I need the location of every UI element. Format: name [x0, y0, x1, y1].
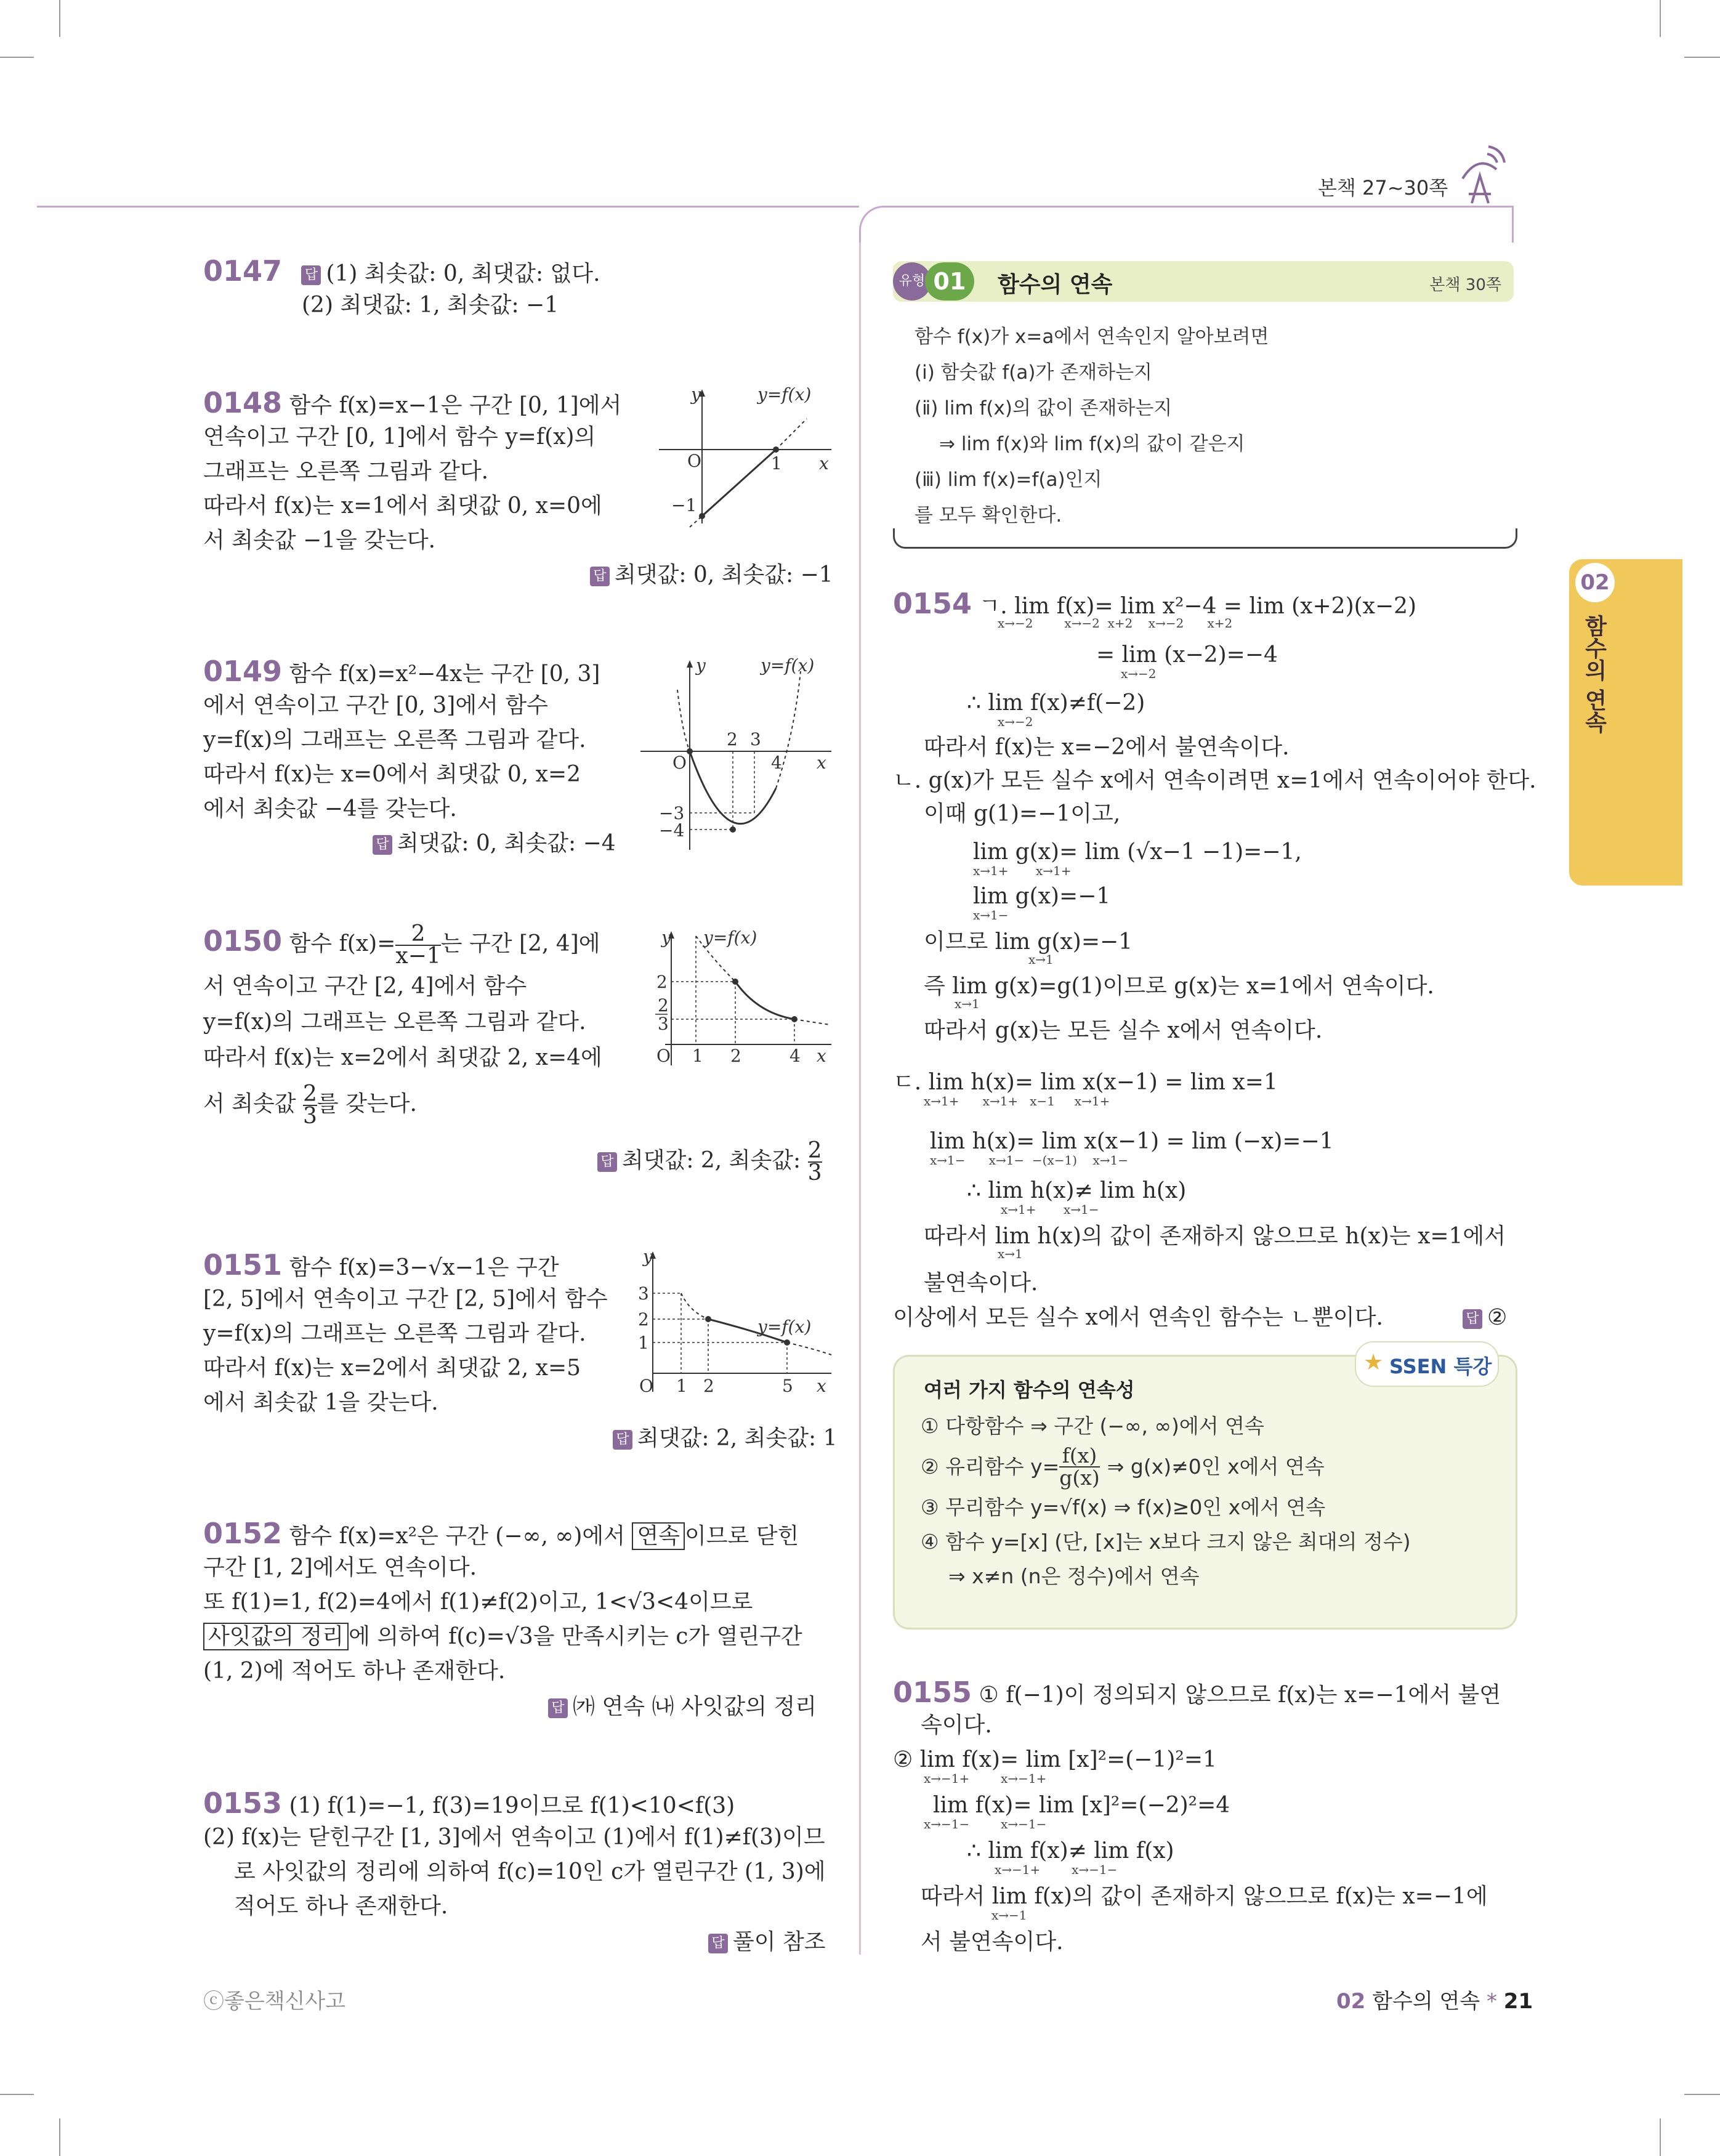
text-span: ② 유리함수 y= [921, 1455, 1060, 1479]
problem-0147 [203, 254, 600, 291]
axis-x-label: x [817, 1376, 826, 1396]
text-line: 서 최솟값 −1을 갖는다. [203, 528, 436, 553]
type-line: (ⅰ) 함숫값 f(a)가 존재하는지 [915, 361, 1152, 384]
tick-label: 3 [638, 1283, 649, 1304]
footer-chapter-title: 함수의 연속 [1372, 1989, 1480, 2014]
curve-label: y=f(x) [757, 384, 812, 405]
answer-icon: 답 [590, 567, 610, 586]
text-line: 따라서 lim f(x)의 값이 존재하지 않으므로 f(x)는 x=−1에 [921, 1884, 1488, 1909]
text-line: 따라서 f(x)는 x=1에서 최댓값 0, x=0에 [203, 493, 602, 519]
tick-label: −1 [671, 495, 697, 515]
problem-0152 [203, 1516, 799, 1554]
tick-label: 2 [727, 729, 738, 749]
text-line: 서 불연속이다. [921, 1929, 1064, 1955]
problem-0151 [203, 1248, 559, 1285]
limit-subscript: x→−2 [1121, 666, 1157, 681]
text-span: 함수 f(x)= [289, 931, 396, 956]
page-footer [1336, 1984, 1533, 2014]
text-line: 따라서 f(x)는 x=2에서 최댓값 2, x=5 [203, 1355, 581, 1381]
tip-title: 여러 가지 함수의 연속성 [924, 1378, 1135, 1402]
text-line: 서 연속이고 구간 [2, 4]에서 함수 [203, 974, 527, 999]
ssen-brand-badge [1355, 1341, 1499, 1387]
text-line: 그래프는 오른쪽 그림과 같다. [203, 459, 489, 484]
tick-label: 3 [750, 729, 761, 749]
tip-item: ⇒ x≠n (n은 정수)에서 연속 [948, 1564, 1200, 1588]
type-line: (ⅲ) lim f(x)=f(a)인지 [915, 469, 1102, 491]
math-line: lim h(x)= lim x(x−1) = lim (−x)=−1 [930, 1129, 1334, 1154]
math-line: ∴ lim h(x)≠ lim h(x) [967, 1178, 1187, 1203]
answer-icon: 답 [708, 1934, 728, 1953]
graph-0148 [653, 382, 838, 530]
text-line [203, 1620, 802, 1654]
tip-item: ① 다항함수 ⇒ 구간 (−∞, ∞)에서 연속 [921, 1414, 1264, 1438]
text-span: 이므로 닫힌 [685, 1524, 799, 1549]
fraction-denominator: g(x) [1059, 1466, 1100, 1490]
origin-label: O [639, 1376, 653, 1396]
text-line: 또 f(1)=1, f(2)=4에서 f(1)≠f(2)이고, 1<√3<4이므로 [203, 1589, 753, 1615]
tick-label: 1 [771, 453, 782, 474]
limit-subscript: x→1 [998, 1246, 1023, 1261]
limit-subscript: x→1− [973, 908, 1009, 923]
tick-label: 2 [730, 1046, 741, 1066]
crop-mark [1684, 57, 1720, 58]
problem-number: 0153 [203, 1787, 283, 1820]
math-line: ㄱ. lim f(x)= lim x²−4 = lim (x+2)(x−2) [979, 594, 1417, 619]
tick-label: 4 [789, 1046, 801, 1066]
answer-icon: 답 [597, 1152, 617, 1172]
text-line: 속이다. [921, 1713, 992, 1738]
crop-mark [59, 0, 60, 37]
text-line: 따라서 lim h(x)의 값이 존재하지 않으므로 h(x)는 x=1에서 [924, 1224, 1506, 1249]
axis-x-label: x [817, 753, 826, 773]
origin-label: O [687, 451, 701, 471]
tick-label: 2 [656, 972, 668, 992]
text-line: 따라서 f(x)는 x=2에서 최댓값 2, x=4에 [203, 1045, 602, 1070]
text-line: 이상에서 모든 실수 x에서 연속인 함수는 ㄴ뿐이다. [893, 1305, 1383, 1330]
limit-subscript: x→1+ x→1+ [973, 863, 1072, 878]
text-line: 함수 f(x)=3−√x−1은 구간 [289, 1255, 559, 1280]
answer-text: 최댓값: 0, 최솟값: −1 [615, 562, 833, 587]
limit-subscript: x→1+ x→1− [1001, 1202, 1099, 1217]
tip-item: ④ 함수 y=[x] (단, [x]는 x보다 크지 않은 최대의 정수) [921, 1530, 1411, 1554]
axis-y-label: y [643, 1246, 653, 1267]
text-line: 구간 [1, 2]에서도 연속이다. [203, 1555, 477, 1580]
axis-y-label: y [661, 927, 671, 948]
answer-icon: 답 [1463, 1309, 1482, 1329]
tick-label: 4 [771, 753, 782, 773]
type-badge: 유형 [893, 262, 931, 301]
answer-line [597, 1138, 822, 1185]
problem-number: 0155 [893, 1676, 972, 1709]
answer-text: 최댓값: 0, 최솟값: −4 [397, 831, 616, 856]
math-line: lim g(x)=−1 [973, 884, 1111, 909]
origin-label: O [656, 1046, 671, 1066]
tip-item: ③ 무리함수 y=√f(x) ⇒ f(x)≥0인 x에서 연속 [921, 1495, 1326, 1519]
tick-label: 1 [638, 1333, 649, 1353]
text-span: 함수 f(x)=x²은 구간 (−∞, ∞)에서 [289, 1524, 632, 1549]
text-span: 서 최솟값 [203, 1091, 303, 1116]
tick-label: 5 [782, 1376, 793, 1396]
curve-label: y=f(x) [761, 655, 815, 676]
side-tab-number: 02 [1575, 563, 1615, 602]
tip-item [921, 1443, 1411, 1490]
fraction-numerator: 2 [807, 1138, 822, 1163]
limit-subscript: x→1− x→1− −(x−1) x→1− [930, 1153, 1128, 1168]
text-line: (1) f(1)=−1, f(3)=19이므로 f(1)<10<f(3) [289, 1793, 735, 1819]
curve-label: y=f(x) [703, 927, 757, 948]
problem-number: 0147 [203, 254, 283, 288]
star-icon: ★ [1363, 1350, 1384, 1375]
text-line: 함수 f(x)=x²−4x는 구간 [0, 3] [289, 661, 600, 687]
text-line: 따라서 f(x)는 x=0에서 최댓값 0, x=2 [203, 762, 581, 787]
problem-0153 [203, 1786, 735, 1823]
limit-subscript: x→−1− x→−1− [924, 1817, 1047, 1831]
axis-y-label: y [696, 655, 706, 676]
math-line: 이므로 lim g(x)=−1 [924, 929, 1133, 955]
origin-label: O [672, 753, 687, 773]
text-line: 따라서 f(x)는 x=−2에서 불연속이다. [924, 735, 1290, 760]
answer-icon: 답 [301, 265, 321, 285]
header-rule-curve [859, 206, 899, 244]
page-reference: 본책 27~30쪽 [1318, 176, 1448, 200]
problem-number: 0149 [203, 655, 283, 688]
problem-0149 [203, 654, 600, 692]
problem-0150 [203, 921, 600, 969]
problem-0148 [203, 386, 621, 423]
text-line: y=f(x)의 그래프는 오른쪽 그림과 같다. [203, 727, 586, 753]
answer-line-1: (1) 최솟값: 0, 최댓값: 없다. [326, 261, 600, 286]
text-line: 에서 연속이고 구간 [0, 3]에서 함수 [203, 693, 548, 718]
tick-label: −4 [659, 820, 685, 841]
crop-mark [1660, 0, 1661, 37]
answer-line [548, 1690, 817, 1724]
type-line: 를 모두 확인한다. [915, 504, 1062, 527]
column-divider [859, 243, 861, 1955]
text-line: 연속이고 구간 [0, 1]에서 함수 y=f(x)의 [203, 424, 596, 450]
answer-icon: 답 [548, 1698, 568, 1718]
problem-number: 0151 [203, 1248, 283, 1282]
tick-label: 2 [703, 1376, 714, 1396]
text-span: 는 구간 [2, 4]에 [440, 931, 600, 956]
type-box-bottom [893, 528, 1517, 549]
antenna-icon [1450, 142, 1506, 209]
fraction-denominator: 3 [807, 1160, 822, 1185]
tick-label: −3 [659, 803, 685, 823]
crop-mark [1684, 2094, 1720, 2095]
axis-x-label: x [819, 453, 829, 474]
type-reference: 본책 30쪽 [1429, 276, 1501, 294]
crop-mark [0, 57, 34, 58]
graph-0149 [634, 653, 838, 856]
limit-subscript: x→−2 x→−2 x+2 x→−2 x+2 [998, 616, 1233, 631]
text-line: 불연속이다. [924, 1270, 1038, 1296]
type-number: 01 [925, 262, 974, 301]
copyright: ⓒ좋은책신사고 [203, 1989, 346, 2014]
answer-line [590, 558, 833, 592]
limit-subscript: x→1 [955, 996, 980, 1011]
math-line: = lim (x−2)=−4 [1096, 642, 1278, 668]
tip-list [921, 1409, 1411, 1594]
answer-text: 최댓값: 2, 최솟값: 1 [637, 1426, 838, 1451]
page-number: 21 [1503, 1989, 1533, 2014]
answer-line [613, 1421, 838, 1456]
answer-line [1463, 1301, 1507, 1335]
text-line: [2, 5]에서 연속이고 구간 [2, 5]에서 함수 [203, 1286, 608, 1312]
text-line: y=f(x)의 그래프는 오른쪽 그림과 같다. [203, 1321, 586, 1346]
type-line: ⇒ lim f(x)와 lim f(x)의 값이 같은지 [939, 433, 1245, 455]
graph-0150 [634, 924, 838, 1072]
limit-subscript: x→1 [1028, 952, 1054, 967]
tick-label: 3 [658, 1014, 669, 1034]
text-span: 를 갖는다. [317, 1091, 417, 1116]
math-line: ∴ lim f(x)≠f(−2) [967, 690, 1145, 716]
answer-line-2: (2) 최댓값: 1, 최솟값: −1 [302, 293, 559, 318]
answer-text: ② [1487, 1305, 1508, 1330]
problem-number: 0154 [893, 587, 972, 620]
text-line: (1, 2)에 적어도 하나 존재한다. [203, 1658, 506, 1684]
text-line: 함수 f(x)=x−1은 구간 [0, 1]에서 [289, 393, 622, 418]
answer-icon: 답 [613, 1430, 632, 1450]
text-line [203, 1081, 417, 1129]
blank-box-ga: 연속 [632, 1522, 685, 1550]
axis-x-label: x [817, 1046, 826, 1066]
crop-mark [59, 2118, 60, 2156]
fraction-numerator: 2 [395, 924, 440, 946]
answer-text: 풀이 참조 [733, 1929, 826, 1955]
axis-y-label: y [691, 384, 701, 405]
limit-subscript: x→−1 [991, 1908, 1027, 1923]
footer-star-icon: * [1486, 1989, 1497, 2014]
problem-number: 0148 [203, 386, 283, 419]
answer-line [373, 826, 616, 861]
header-rule-left [37, 206, 859, 208]
tick-label: 1 [692, 1046, 703, 1066]
chapter-side-tab[interactable] [1569, 559, 1682, 886]
fraction-denominator: x−1 [395, 943, 441, 969]
text-line: 에서 최솟값 −4를 갖는다. [203, 796, 457, 822]
type-header-bar [893, 261, 1514, 302]
header-rule-end [1512, 206, 1514, 243]
answer-text: ㈎ 연속 ㈏ 사잇값의 정리 [573, 1694, 817, 1719]
fraction-numerator: 2 [303, 1081, 317, 1107]
text-line: ① f(−1)이 정의되지 않으므로 f(x)는 x=−1에서 불연 [979, 1682, 1501, 1708]
fraction-denominator: 3 [303, 1104, 317, 1129]
answer-text: 최댓값: 2, 최솟값: [622, 1148, 808, 1173]
side-tab-title: 함수의 연속 [1581, 615, 1607, 733]
crop-mark [1660, 2118, 1661, 2156]
answer-icon: 답 [373, 835, 392, 855]
math-line: lim f(x)= lim [x]²=(−2)²=4 [933, 1793, 1230, 1818]
math-line: lim g(x)= lim (√x−1 −1)=−1, [973, 839, 1302, 865]
footer-chapter-number: 02 [1336, 1989, 1366, 2014]
text-line: 로 사잇값의 정리에 의하여 f(c)=10인 c가 열린구간 (1, 3)에 [234, 1859, 826, 1884]
tick-label: 2 [658, 995, 669, 1015]
limit-subscript: x→−2 [998, 714, 1033, 729]
math-line: 즉 lim g(x)=g(1)이므로 g(x)는 x=1에서 연속이다. [924, 974, 1434, 999]
text-span: 에 의하여 f(c)=√3을 만족시키는 c가 열린구간 [349, 1624, 802, 1649]
answer-line [708, 1925, 826, 1960]
limit-subscript: x→−1+ x→−1− [995, 1862, 1118, 1877]
math-line: ㄷ. lim h(x)= lim x(x−1) = lim x=1 [893, 1070, 1278, 1095]
graph-0151 [628, 1244, 838, 1398]
text-line: 에서 최솟값 1을 갖는다. [203, 1390, 438, 1415]
text-line: 따라서 g(x)는 모든 실수 x에서 연속이다. [924, 1018, 1323, 1043]
limit-subscript: x→1+ x→1+ x−1 x→1+ [924, 1094, 1110, 1108]
text-line: 적어도 하나 존재한다. [234, 1894, 448, 1919]
problem-number: 0150 [203, 924, 283, 958]
math-line: ② lim f(x)= lim [x]²=(−1)²=1 [893, 1747, 1217, 1772]
text-line: ㄴ. g(x)가 모든 실수 x에서 연속이려면 x=1에서 연속이어야 한다. [893, 768, 1536, 793]
problem-0155 [893, 1675, 1501, 1713]
header-rule-right [896, 206, 1514, 208]
type-title: 함수의 연속 [998, 272, 1113, 297]
text-line: (2) f(x)는 닫힌구간 [1, 3]에서 연속이고 (1)에서 f(1)≠f(3)이므 [203, 1825, 825, 1850]
type-line: (ⅱ) lim f(x)의 값이 존재하는지 [915, 397, 1173, 419]
blank-box-na: 사잇값의 정리 [203, 1623, 349, 1650]
ssen-brand-label: SSEN 특강 [1389, 1355, 1492, 1378]
text-line: y=f(x)의 그래프는 오른쪽 그림과 같다. [203, 1009, 586, 1035]
curve-label: y=f(x) [757, 1317, 812, 1337]
problem-number: 0152 [203, 1517, 283, 1550]
text-line: 이때 g(1)=−1이고, [924, 801, 1121, 826]
fraction-numerator: f(x) [1059, 1445, 1099, 1468]
crop-mark [0, 2094, 34, 2095]
type-line: 함수 f(x)가 x=a에서 연속인지 알아보려면 [915, 326, 1269, 348]
text-span: ⇒ g(x)≠0인 x에서 연속 [1107, 1455, 1325, 1479]
limit-subscript: x→−1+ x→−1+ [924, 1771, 1047, 1786]
type-body [915, 319, 1269, 533]
math-line: ∴ lim f(x)≠ lim f(x) [967, 1838, 1174, 1863]
tick-label: 1 [676, 1376, 687, 1396]
tick-label: 2 [638, 1309, 649, 1330]
